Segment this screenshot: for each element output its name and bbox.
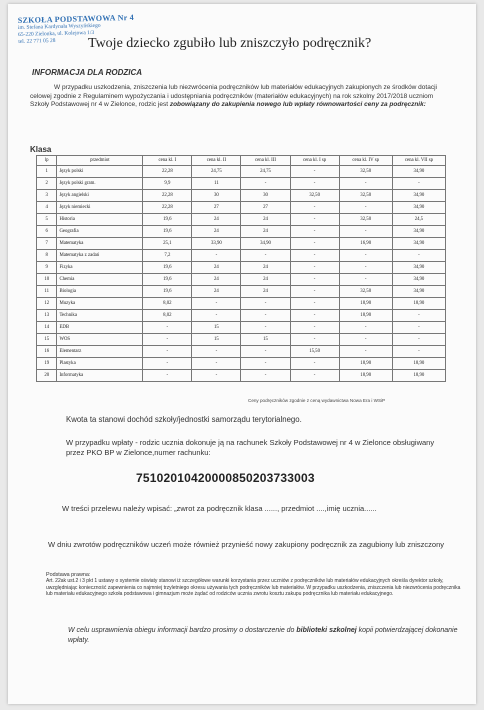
price-cell: - xyxy=(339,346,392,358)
subject-cell: Język angielski xyxy=(57,190,143,202)
price-cell: 24 xyxy=(192,274,241,286)
price-cell: - xyxy=(392,310,445,322)
price-cell: 30 xyxy=(192,190,241,202)
price-cell: 34,90 xyxy=(392,274,445,286)
price-cell: - xyxy=(290,166,339,178)
price-cell: - xyxy=(241,298,290,310)
subject-cell: Historia xyxy=(57,214,143,226)
price-cell: - xyxy=(339,250,392,262)
price-cell: 34,90 xyxy=(392,202,445,214)
intro-bold-text: zobowiązany do zakupienia nowego lub wpłaty równowartości ceny za podręcznik: xyxy=(169,101,426,109)
price-cell: 18,90 xyxy=(339,298,392,310)
table-row xyxy=(37,274,446,286)
price-cell: - xyxy=(290,262,339,274)
row-number-cell: 20 xyxy=(37,370,57,382)
price-cell: - xyxy=(339,178,392,190)
price-cell: - xyxy=(192,298,241,310)
price-cell: 18,90 xyxy=(392,370,445,382)
header-cell: cena kl. I sp xyxy=(290,156,339,166)
price-cell: 18,90 xyxy=(392,358,445,370)
table-row xyxy=(37,202,446,214)
info-heading: INFORMACJA DLA RODZICA xyxy=(32,68,143,77)
price-cell: 24 xyxy=(241,274,290,286)
price-cell: 25,1 xyxy=(143,238,192,250)
row-number-cell: 6 xyxy=(37,226,57,238)
subject-cell: EDB xyxy=(57,322,143,334)
row-number-cell: 13 xyxy=(37,310,57,322)
price-cell: 19,6 xyxy=(143,286,192,298)
price-cell: - xyxy=(241,346,290,358)
price-cell: - xyxy=(143,322,192,334)
subject-cell: WOS xyxy=(57,334,143,346)
price-cell: - xyxy=(339,202,392,214)
price-cell: - xyxy=(192,310,241,322)
price-cell: 34,90 xyxy=(392,190,445,202)
price-cell: - xyxy=(290,286,339,298)
table-label: Klasa xyxy=(30,145,52,154)
document-page xyxy=(8,4,476,704)
legal-text: Art. 22ak ust.2 i 3 pkt 1 ustawy o systemie oświaty stanowi iż szczegółowe warunki korzystania przez uczniów z podręczników lub materiałów edukacyjnych określa dyrektor szkoły, uwzględniając konieczność zapewnienia co najmniej trzyletniego okresu używania tych podręczników lub materiałów. W przypadku uszkodzenia, zniszczenia lub niezwrócenia podręcznika lub materiału edukacyjnego szkoła podstawowa i gimnazjum może żądać od rodziców ucznia zwrotu kosztu zakupu podręcznika lub materiału edukacyjnego. xyxy=(46,578,461,597)
row-number-cell: 19 xyxy=(37,358,57,370)
price-cell: - xyxy=(143,370,192,382)
subject-cell: Geografia xyxy=(57,226,143,238)
price-cell: 22,28 xyxy=(143,190,192,202)
subject-cell: Biologia xyxy=(57,286,143,298)
table-row xyxy=(37,322,446,334)
price-cell: 19,6 xyxy=(143,274,192,286)
legal-basis xyxy=(46,572,461,597)
price-cell: 34,90 xyxy=(392,238,445,250)
price-cell: - xyxy=(241,310,290,322)
price-cell: - xyxy=(192,358,241,370)
price-cell: 19,6 xyxy=(143,214,192,226)
row-number-cell: 2 xyxy=(37,178,57,190)
price-cell: 32,50 xyxy=(290,190,339,202)
table-row xyxy=(37,250,446,262)
income-paragraph: Kwota ta stanowi dochód szkoły/jednostki samorządu terytorialnego. xyxy=(66,415,302,424)
price-cell: 15 xyxy=(192,334,241,346)
price-cell: 24 xyxy=(192,214,241,226)
page-title: Twoje dziecko zgubiło lub zniszczyło podręcznik? xyxy=(88,36,372,51)
price-cell: - xyxy=(339,226,392,238)
price-cell: - xyxy=(241,370,290,382)
price-cell: 16,90 xyxy=(339,238,392,250)
subject-cell: Fizyka xyxy=(57,262,143,274)
table-row xyxy=(37,262,446,274)
subject-cell: Matematyka xyxy=(57,238,143,250)
price-cell: 32,50 xyxy=(339,214,392,226)
header-cell: cena kl. VII sp xyxy=(392,156,445,166)
table-row xyxy=(37,370,446,382)
price-cell: - xyxy=(192,346,241,358)
price-cell: - xyxy=(241,358,290,370)
price-cell: - xyxy=(392,178,445,190)
table-row xyxy=(37,346,446,358)
header-cell: cena kl. III xyxy=(241,156,290,166)
price-cell: - xyxy=(290,274,339,286)
price-cell: - xyxy=(192,250,241,262)
price-table xyxy=(36,155,446,382)
header-cell: cena kl. II xyxy=(192,156,241,166)
price-cell: 24 xyxy=(192,262,241,274)
price-cell: - xyxy=(290,178,339,190)
price-cell: 22,28 xyxy=(143,166,192,178)
price-cell: 24 xyxy=(192,286,241,298)
header-cell: lp xyxy=(37,156,57,166)
price-cell: 15 xyxy=(192,322,241,334)
price-cell: - xyxy=(241,250,290,262)
price-cell: 18,90 xyxy=(339,358,392,370)
row-number-cell: 12 xyxy=(37,298,57,310)
price-cell: 9,9 xyxy=(143,178,192,190)
price-cell: 32,50 xyxy=(339,190,392,202)
price-cell: 24,75 xyxy=(241,166,290,178)
price-cell: - xyxy=(143,358,192,370)
row-number-cell: 4 xyxy=(37,202,57,214)
price-cell: 24,75 xyxy=(192,166,241,178)
price-cell: 15,50 xyxy=(290,346,339,358)
price-cell: 32,50 xyxy=(339,286,392,298)
table-row xyxy=(37,334,446,346)
subject-cell: Chemia xyxy=(57,274,143,286)
price-cell: 24 xyxy=(241,214,290,226)
price-cell: - xyxy=(290,202,339,214)
price-cell: 22,28 xyxy=(143,202,192,214)
table-row xyxy=(37,226,446,238)
legal-heading: Podstawa prawna: xyxy=(46,572,91,578)
intro-paragraph xyxy=(30,84,450,110)
subject-cell: Muzyka xyxy=(57,298,143,310)
price-cell: - xyxy=(290,358,339,370)
subject-cell: Język polski gram. xyxy=(57,178,143,190)
subject-cell: Informatyka xyxy=(57,370,143,382)
intro-text: W przypadku uszkodzenia, zniszczenia lub niezwrócenia podręczników lub materiałów edukacyjnych zakupionych ze środków dotacji celowej zgodnie z Regulaminem wypożyczania i udostępniania podręczników (materiałów edukacyjnych) na rok szkolny 2017/2018 uczniom Szkoły Podstawowej nr 4 w Zielonce, rodzic jest xyxy=(30,84,437,109)
price-cell: - xyxy=(143,334,192,346)
price-cell: - xyxy=(392,250,445,262)
price-cell: - xyxy=(241,178,290,190)
stamp-patron: im. Stefana Kardynała Wyszyńskiego xyxy=(17,22,101,31)
closing-bold-text: biblioteki szkolnej xyxy=(296,627,357,634)
price-cell: 34,90 xyxy=(392,226,445,238)
row-number-cell: 5 xyxy=(37,214,57,226)
price-cell: - xyxy=(192,370,241,382)
subject-cell: Matematyka z zadań xyxy=(57,250,143,262)
table-row xyxy=(37,214,446,226)
price-cell: - xyxy=(143,346,192,358)
row-number-cell: 10 xyxy=(37,274,57,286)
row-number-cell: 11 xyxy=(37,286,57,298)
price-cell: 24 xyxy=(192,226,241,238)
price-cell: 24,5 xyxy=(392,214,445,226)
price-cell: - xyxy=(339,322,392,334)
price-cell: 34,90 xyxy=(392,286,445,298)
price-cell: - xyxy=(290,250,339,262)
table-row xyxy=(37,166,446,178)
row-number-cell: 15 xyxy=(37,334,57,346)
price-cell: - xyxy=(290,310,339,322)
price-cell: 15 xyxy=(241,334,290,346)
price-cell: - xyxy=(339,274,392,286)
table-row xyxy=(37,190,446,202)
price-cell: 30 xyxy=(241,190,290,202)
header-cell: cena kl. IV sp xyxy=(339,156,392,166)
price-cell: - xyxy=(290,334,339,346)
header-cell: cena kl. I xyxy=(143,156,192,166)
price-cell: - xyxy=(290,298,339,310)
price-cell: - xyxy=(339,334,392,346)
row-number-cell: 16 xyxy=(37,346,57,358)
price-cell: 32,50 xyxy=(339,166,392,178)
subject-cell: Język polski xyxy=(57,166,143,178)
price-cell: 7,2 xyxy=(143,250,192,262)
price-cell: - xyxy=(392,346,445,358)
row-number-cell: 3 xyxy=(37,190,57,202)
price-cell: - xyxy=(290,370,339,382)
price-cell: - xyxy=(241,322,290,334)
table-row xyxy=(37,286,446,298)
row-number-cell: 14 xyxy=(37,322,57,334)
payment-paragraph: W przypadku wpłaty - rodzic ucznia dokonuje ją na rachunek Szkoły Podstawowej nr 4 w Zielonce obsługiwany przez PKO BP w Zielonce,numer rachunku: xyxy=(66,438,435,457)
price-cell: 8,02 xyxy=(143,298,192,310)
price-cell: 18,90 xyxy=(392,298,445,310)
table-row xyxy=(37,238,446,250)
table-caption: Ceny podręczników zgodnie z ceną wydawnictwa Nowa Era i WSiP xyxy=(248,398,386,403)
price-cell: - xyxy=(339,262,392,274)
price-cell: 34,90 xyxy=(392,262,445,274)
price-cell: - xyxy=(392,322,445,334)
price-cell: - xyxy=(290,226,339,238)
price-cell: 8,02 xyxy=(143,310,192,322)
stamp-address: 65-220 Zielonka, ul. Kolejowa 1/3 xyxy=(18,29,95,38)
price-cell: 19,6 xyxy=(143,226,192,238)
price-cell: 24 xyxy=(241,262,290,274)
price-cell: 34,90 xyxy=(241,238,290,250)
closing-text: W celu usprawnienia obiegu informacji bardzo prosimy o dostarczenie do xyxy=(68,627,295,634)
price-cell: 11 xyxy=(192,178,241,190)
price-cell: - xyxy=(290,214,339,226)
price-cell: 18,90 xyxy=(339,310,392,322)
price-cell: - xyxy=(290,322,339,334)
price-cell: 24 xyxy=(241,286,290,298)
closing-paragraph xyxy=(68,626,460,646)
row-number-cell: 7 xyxy=(37,238,57,250)
price-cell: 27 xyxy=(192,202,241,214)
closing-end-text: kopii potwierdzającej dokonanie wpłaty. xyxy=(68,627,458,644)
table-header-row xyxy=(37,156,446,166)
subject-cell: Plastyka xyxy=(57,358,143,370)
price-cell: 19,6 xyxy=(143,262,192,274)
price-cell: - xyxy=(290,238,339,250)
row-number-cell: 8 xyxy=(37,250,57,262)
subject-cell: Elementarz xyxy=(57,346,143,358)
table-row xyxy=(37,178,446,190)
row-number-cell: 1 xyxy=(37,166,57,178)
header-cell: przedmiot xyxy=(57,156,143,166)
price-cell: 34,90 xyxy=(392,166,445,178)
bank-account-number: 75102010420000850203733003 xyxy=(136,471,315,485)
table-row xyxy=(37,310,446,322)
price-cell: 33,90 xyxy=(192,238,241,250)
price-cell: 27 xyxy=(241,202,290,214)
price-cell: - xyxy=(392,334,445,346)
row-number-cell: 9 xyxy=(37,262,57,274)
price-cell: 18,90 xyxy=(339,370,392,382)
stamp-school-name: SZKOŁA PODSTAWOWA Nr 4 xyxy=(17,12,135,25)
stamp-phone: tel. 22 771 05 28 xyxy=(18,37,56,45)
table-row xyxy=(37,358,446,370)
price-cell: 24 xyxy=(241,226,290,238)
transfer-title-paragraph: W treści przelewu należy wpisać: „zwrot za podręcznik klasa ......, przedmiot ....,imię ucznia...... xyxy=(62,504,377,513)
subject-cell: Technika xyxy=(57,310,143,322)
table-row xyxy=(37,298,446,310)
return-paragraph: W dniu zwrotów podręczników uczeń może również przynieść nowy zakupiony podręcznik za zagubiony lub zniszczony xyxy=(48,540,445,549)
table-body xyxy=(37,166,446,382)
subject-cell: Język niemiecki xyxy=(57,202,143,214)
